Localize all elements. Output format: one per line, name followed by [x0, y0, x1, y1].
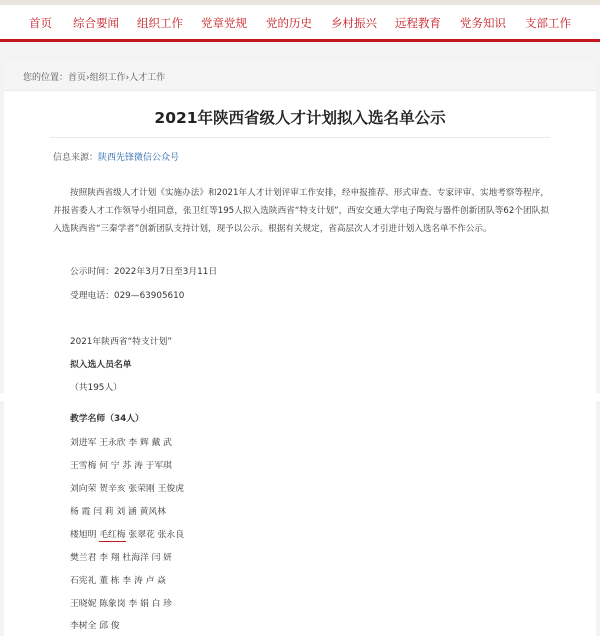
article-paragraph: 按照陕西省级人才计划《实施办法》和2021年人才计划评审工作安排，经申报推荐、形式审查、专家评审、实地考察等程序，并报省委人才工作领导小组同意，张卫红等195人拟入选陕西省“特支计划”，西安交通大学电子陶瓷与器件创新团队等62个团队拟入选陕西省“三秦学者”创新团队支持计划，现予以公示。根据有关规定，省高层次人才引进计划入选名单不作公示。 [53, 188, 549, 234]
nav-party-knowledge[interactable]: 党务知识 [460, 16, 506, 30]
breadcrumb-home[interactable]: 首页 [68, 73, 87, 83]
article-title: 2021年陕西省级人才计划拟入选名单公示 [154, 109, 446, 127]
names-row [70, 527, 184, 540]
names-row [70, 573, 166, 586]
name-item: 王雪梅 [70, 461, 97, 471]
name-item: 于军琪 [145, 461, 172, 471]
name-item: 苏 涛 [122, 461, 143, 471]
name-item: 陈象岗 [99, 599, 126, 609]
nav-rural-revitalization[interactable]: 乡村振兴 [331, 16, 377, 30]
name-item: 董 栋 [99, 576, 120, 586]
highlighted-name: 毛红梅 [99, 530, 126, 540]
name-item: 刘向荣 [70, 484, 97, 494]
names-row [70, 550, 172, 563]
name-item: 张永良 [157, 530, 185, 540]
name-item: 黄风林 [139, 507, 166, 517]
source-label: 信息来源： [53, 153, 99, 163]
nav-party-rules[interactable]: 党章党规 [201, 16, 247, 30]
breadcrumb-prefix: 您的位置： [23, 73, 69, 83]
name-item: 李 涛 [122, 576, 143, 586]
name-item: 卢 焱 [145, 576, 166, 586]
section-gap [0, 393, 600, 401]
breadcrumb-bar [4, 62, 596, 91]
nav-home[interactable]: 首页 [29, 16, 52, 30]
name-item: 张翠花 [128, 530, 155, 540]
names-row [70, 481, 184, 494]
names-row [70, 596, 172, 609]
name-item: 闫 莉 [93, 507, 114, 517]
breadcrumb-separator: › [86, 73, 90, 83]
nav-party-history[interactable]: 党的历史 [266, 16, 312, 30]
category-title: 教学名师（34人） [70, 414, 144, 424]
name-item: 闫 妍 [151, 553, 172, 563]
name-item: 李 辉 [128, 438, 149, 448]
name-item: 楼旭明 [70, 530, 97, 540]
name-item: 王俊虎 [157, 484, 185, 494]
names-row [70, 504, 166, 517]
source-link[interactable]: 陕西先锋微信公众号 [98, 153, 180, 163]
nav-organization[interactable]: 组织工作 [137, 16, 183, 30]
nav-remote-education[interactable]: 远程教育 [395, 16, 441, 30]
publicity-time: 公示时间：2022年3月7日至3月11日 [70, 267, 218, 277]
breadcrumb [23, 70, 165, 83]
list-title: 拟入选人员名单 [70, 360, 132, 370]
nav-branch-work[interactable]: 支部工作 [525, 16, 571, 30]
contact-phone: 受理电话：029—63905610 [70, 291, 185, 301]
names-row [70, 618, 120, 631]
name-item: 杜海洋 [122, 553, 149, 563]
breadcrumb-separator: › [125, 73, 130, 83]
name-item: 王晓妮 [70, 599, 97, 609]
name-item: 白 珍 [151, 599, 172, 609]
name-item: 戴 武 [151, 438, 172, 448]
names-row [70, 458, 172, 471]
name-item: 李树全 [70, 621, 97, 631]
name-item: 樊兰君 [70, 553, 97, 563]
name-item: 张荣刚 [128, 484, 155, 494]
name-item: 石宪礼 [70, 576, 97, 586]
breadcrumb-section[interactable]: 组织工作 [89, 73, 126, 83]
names-row [70, 435, 172, 448]
name-item: 李 翔 [99, 553, 120, 563]
plan-title: 2021年陕西省“特支计划” [70, 337, 172, 347]
name-item: 刘 涵 [116, 507, 137, 517]
name-item: 何 宁 [99, 461, 120, 471]
name-item: 杨 霞 [70, 507, 91, 517]
nav-news[interactable]: 综合要闻 [73, 16, 119, 30]
breadcrumb-current[interactable]: 人才工作 [129, 73, 166, 83]
name-item: 刘进军 [70, 438, 97, 448]
name-item: 李 娟 [128, 599, 149, 609]
article-source [53, 150, 179, 163]
total-count: （共195人） [70, 383, 122, 393]
name-item: 王永欣 [99, 438, 126, 448]
main-nav [0, 5, 600, 39]
name-item: 邱 俊 [99, 621, 120, 631]
title-divider [50, 137, 550, 138]
name-item: 贺辛亥 [99, 484, 126, 494]
